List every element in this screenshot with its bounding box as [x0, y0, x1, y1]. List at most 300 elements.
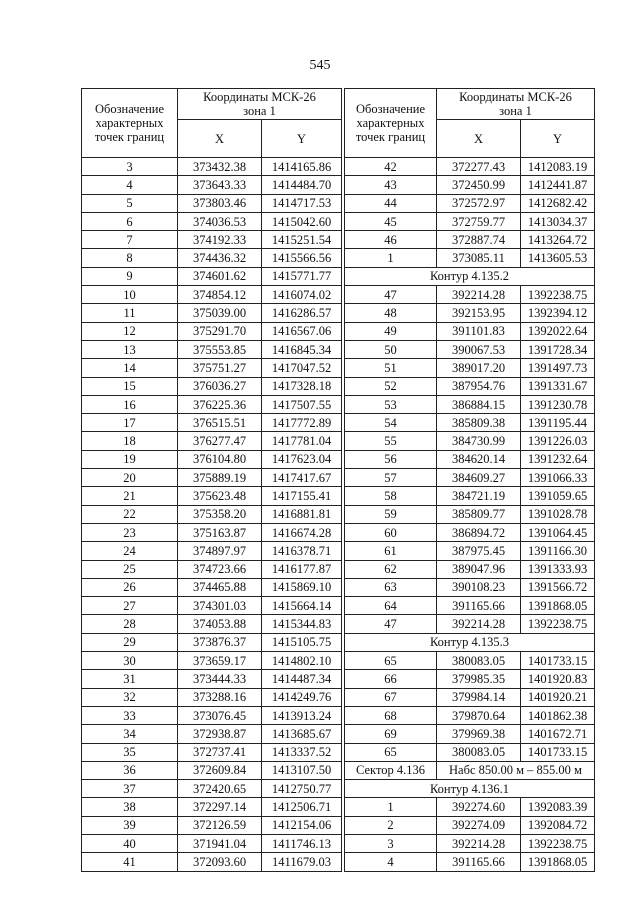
table-row [82, 505, 342, 523]
x-coordinate: 391165.66 [437, 853, 521, 871]
point-label: 55 [345, 432, 437, 450]
x-coordinate: 379985.35 [437, 670, 521, 688]
y-coordinate: 1401733.15 [521, 743, 595, 761]
point-label: 29 [82, 633, 178, 651]
header-y: Y [262, 120, 342, 158]
x-coordinate: 374053.88 [178, 615, 262, 633]
y-coordinate: 1414717.53 [262, 194, 342, 212]
table-row [345, 670, 595, 688]
y-coordinate: 1416567.06 [262, 322, 342, 340]
table-row [345, 469, 595, 487]
header-point-label: Обозначение характерных точек границ [345, 89, 437, 158]
y-coordinate: 1416074.02 [262, 286, 342, 304]
table-row [345, 395, 595, 413]
y-coordinate: 1391566.72 [521, 578, 595, 596]
point-label: 66 [345, 670, 437, 688]
x-coordinate: 372093.60 [178, 853, 262, 871]
x-coordinate: 386884.15 [437, 395, 521, 413]
x-coordinate: 373643.33 [178, 176, 262, 194]
y-coordinate: 1414487.34 [262, 670, 342, 688]
x-coordinate: 391101.83 [437, 322, 521, 340]
x-coordinate: 384721.19 [437, 487, 521, 505]
y-coordinate: 1391497.73 [521, 359, 595, 377]
point-label: 48 [345, 304, 437, 322]
x-coordinate: 392274.60 [437, 798, 521, 816]
y-coordinate: 1415566.56 [262, 249, 342, 267]
point-label: 30 [82, 652, 178, 670]
y-coordinate: 1391059.65 [521, 487, 595, 505]
y-coordinate: 1391226.03 [521, 432, 595, 450]
point-label: 63 [345, 578, 437, 596]
x-coordinate: 372450.99 [437, 176, 521, 194]
table-row [345, 505, 595, 523]
table-row [82, 578, 342, 596]
header-x: X [178, 120, 262, 158]
point-label: 26 [82, 578, 178, 596]
x-coordinate: 379984.14 [437, 688, 521, 706]
x-coordinate: 386894.72 [437, 523, 521, 541]
x-coordinate: 392214.28 [437, 834, 521, 852]
y-coordinate: 1413107.50 [262, 761, 342, 779]
table-row [82, 432, 342, 450]
table-row [82, 834, 342, 852]
table-row [82, 560, 342, 578]
contour-heading: Контур 4.135.2 [345, 267, 595, 285]
x-coordinate: 379969.38 [437, 725, 521, 743]
coordinates-table-right [344, 88, 595, 872]
point-label: 54 [345, 414, 437, 432]
table-row [82, 706, 342, 724]
table-row [345, 176, 595, 194]
y-coordinate: 1412750.77 [262, 780, 342, 798]
table-row [82, 725, 342, 743]
point-label: 38 [82, 798, 178, 816]
x-coordinate: 376036.27 [178, 377, 262, 395]
point-label: 22 [82, 505, 178, 523]
y-coordinate: 1413685.67 [262, 725, 342, 743]
table-row [82, 194, 342, 212]
table-row [345, 853, 595, 871]
y-coordinate: 1413034.37 [521, 212, 595, 230]
point-label: 50 [345, 340, 437, 358]
point-label: 46 [345, 231, 437, 249]
x-coordinate: 390067.53 [437, 340, 521, 358]
y-coordinate: 1392022.64 [521, 322, 595, 340]
point-label: 58 [345, 487, 437, 505]
point-label: 56 [345, 450, 437, 468]
x-coordinate: 387954.76 [437, 377, 521, 395]
y-coordinate: 1391064.45 [521, 523, 595, 541]
point-label: 10 [82, 286, 178, 304]
table-row [345, 706, 595, 724]
table-row [82, 542, 342, 560]
sector-row [345, 761, 595, 779]
y-coordinate: 1411746.13 [262, 834, 342, 852]
x-coordinate: 375623.48 [178, 487, 262, 505]
y-coordinate: 1391333.93 [521, 560, 595, 578]
x-coordinate: 375291.70 [178, 322, 262, 340]
x-coordinate: 384609.27 [437, 469, 521, 487]
table-row [345, 212, 595, 230]
x-coordinate: 374465.88 [178, 578, 262, 596]
y-coordinate: 1415664.14 [262, 597, 342, 615]
point-label: 59 [345, 505, 437, 523]
table-row [82, 487, 342, 505]
y-coordinate: 1412506.71 [262, 798, 342, 816]
point-label: 19 [82, 450, 178, 468]
y-coordinate: 1416286.57 [262, 304, 342, 322]
x-coordinate: 387975.45 [437, 542, 521, 560]
x-coordinate: 375751.27 [178, 359, 262, 377]
table-row [345, 597, 595, 615]
y-coordinate: 1412682.42 [521, 194, 595, 212]
table-row [82, 322, 342, 340]
table-row [82, 377, 342, 395]
x-coordinate: 385809.77 [437, 505, 521, 523]
point-label: 18 [82, 432, 178, 450]
x-coordinate: 389047.96 [437, 560, 521, 578]
point-label: 49 [345, 322, 437, 340]
y-coordinate: 1414484.70 [262, 176, 342, 194]
point-label: 5 [82, 194, 178, 212]
coordinates-table-left [81, 88, 342, 872]
x-coordinate: 372887.74 [437, 231, 521, 249]
point-label: 60 [345, 523, 437, 541]
point-label: 24 [82, 542, 178, 560]
y-coordinate: 1413913.24 [262, 706, 342, 724]
point-label: 13 [82, 340, 178, 358]
x-coordinate: 391165.66 [437, 597, 521, 615]
header-y: Y [521, 120, 595, 158]
y-coordinate: 1392238.75 [521, 615, 595, 633]
y-coordinate: 1415042.60 [262, 212, 342, 230]
x-coordinate: 392214.28 [437, 615, 521, 633]
y-coordinate: 1412441.87 [521, 176, 595, 194]
point-label: 4 [345, 853, 437, 871]
y-coordinate: 1391331.67 [521, 377, 595, 395]
y-coordinate: 1417623.04 [262, 450, 342, 468]
x-coordinate: 372737.41 [178, 743, 262, 761]
x-coordinate: 374854.12 [178, 286, 262, 304]
point-label: 45 [345, 212, 437, 230]
table-row [345, 523, 595, 541]
y-coordinate: 1416845.34 [262, 340, 342, 358]
table-row [345, 743, 595, 761]
table-row [345, 578, 595, 596]
y-coordinate: 1417047.52 [262, 359, 342, 377]
contour-heading-row [345, 780, 595, 798]
table-row [345, 231, 595, 249]
table-row [345, 249, 595, 267]
table-row [82, 743, 342, 761]
y-coordinate: 1401920.83 [521, 670, 595, 688]
point-label: 7 [82, 231, 178, 249]
y-coordinate: 1411679.03 [262, 853, 342, 871]
point-label: 64 [345, 597, 437, 615]
table-row [82, 176, 342, 194]
y-coordinate: 1413605.53 [521, 249, 595, 267]
point-label: 1 [345, 798, 437, 816]
table-row [82, 231, 342, 249]
x-coordinate: 374301.03 [178, 597, 262, 615]
table-row [82, 633, 342, 651]
header-coordinates: Координаты МСК-26 зона 1 [178, 89, 342, 120]
x-coordinate: 372572.97 [437, 194, 521, 212]
x-coordinate: 379870.64 [437, 706, 521, 724]
table-row [345, 359, 595, 377]
y-coordinate: 1415105.75 [262, 633, 342, 651]
point-label: 8 [82, 249, 178, 267]
table-row [82, 652, 342, 670]
x-coordinate: 376225.36 [178, 395, 262, 413]
y-coordinate: 1391166.30 [521, 542, 595, 560]
point-label: 52 [345, 377, 437, 395]
table-row [82, 780, 342, 798]
y-coordinate: 1415771.77 [262, 267, 342, 285]
point-label: 17 [82, 414, 178, 432]
point-label: 28 [82, 615, 178, 633]
point-label: 44 [345, 194, 437, 212]
table-row [345, 560, 595, 578]
table-row [82, 798, 342, 816]
y-coordinate: 1392394.12 [521, 304, 595, 322]
y-coordinate: 1401862.38 [521, 706, 595, 724]
table-row [82, 523, 342, 541]
y-coordinate: 1391868.05 [521, 853, 595, 871]
point-label: 25 [82, 560, 178, 578]
x-coordinate: 374601.62 [178, 267, 262, 285]
y-coordinate: 1417155.41 [262, 487, 342, 505]
table-row [82, 414, 342, 432]
table-row [345, 688, 595, 706]
point-label: 39 [82, 816, 178, 834]
y-coordinate: 1391868.05 [521, 597, 595, 615]
x-coordinate: 380083.05 [437, 652, 521, 670]
table-row [345, 450, 595, 468]
table-row [345, 798, 595, 816]
point-label: 21 [82, 487, 178, 505]
table-row [82, 304, 342, 322]
y-coordinate: 1416881.81 [262, 505, 342, 523]
point-label: 9 [82, 267, 178, 285]
x-coordinate: 375358.20 [178, 505, 262, 523]
table-row [82, 469, 342, 487]
header-point-label: Обозначение характерных точек границ [82, 89, 178, 158]
point-label: 1 [345, 249, 437, 267]
table-row [82, 615, 342, 633]
table-row [345, 304, 595, 322]
point-label: 15 [82, 377, 178, 395]
table-row [82, 688, 342, 706]
point-label: 65 [345, 743, 437, 761]
point-label: 47 [345, 286, 437, 304]
table-row [345, 322, 595, 340]
point-label: 23 [82, 523, 178, 541]
x-coordinate: 375889.19 [178, 469, 262, 487]
x-coordinate: 375163.87 [178, 523, 262, 541]
x-coordinate: 392214.28 [437, 286, 521, 304]
sector-elevation: Набс 850.00 м – 855.00 м [437, 761, 595, 779]
y-coordinate: 1415344.83 [262, 615, 342, 633]
x-coordinate: 392153.95 [437, 304, 521, 322]
table-row [345, 542, 595, 560]
x-coordinate: 375553.85 [178, 340, 262, 358]
y-coordinate: 1416674.28 [262, 523, 342, 541]
point-label: 20 [82, 469, 178, 487]
contour-heading-row [345, 633, 595, 651]
table-row [345, 377, 595, 395]
y-coordinate: 1414165.86 [262, 158, 342, 176]
table-row [345, 432, 595, 450]
y-coordinate: 1413264.72 [521, 231, 595, 249]
y-coordinate: 1401920.21 [521, 688, 595, 706]
point-label: 41 [82, 853, 178, 871]
table-row [345, 414, 595, 432]
point-label: 11 [82, 304, 178, 322]
x-coordinate: 385809.38 [437, 414, 521, 432]
point-label: 62 [345, 560, 437, 578]
point-label: 69 [345, 725, 437, 743]
point-label: 14 [82, 359, 178, 377]
y-coordinate: 1401733.15 [521, 652, 595, 670]
y-coordinate: 1417328.18 [262, 377, 342, 395]
table-row [345, 652, 595, 670]
y-coordinate: 1414802.10 [262, 652, 342, 670]
x-coordinate: 376277.47 [178, 432, 262, 450]
y-coordinate: 1392238.75 [521, 286, 595, 304]
left-table-body [82, 158, 342, 872]
x-coordinate: 373803.46 [178, 194, 262, 212]
point-label: 12 [82, 322, 178, 340]
table-row [82, 267, 342, 285]
y-coordinate: 1391728.34 [521, 340, 595, 358]
table-row [345, 725, 595, 743]
y-coordinate: 1413337.52 [262, 743, 342, 761]
point-label: 53 [345, 395, 437, 413]
table-row [345, 487, 595, 505]
table-row [345, 194, 595, 212]
point-label: 3 [345, 834, 437, 852]
y-coordinate: 1391028.78 [521, 505, 595, 523]
contour-heading: Контур 4.135.3 [345, 633, 595, 651]
x-coordinate: 373432.38 [178, 158, 262, 176]
table-row [345, 816, 595, 834]
x-coordinate: 374036.53 [178, 212, 262, 230]
point-label: 51 [345, 359, 437, 377]
table-row [345, 286, 595, 304]
table-row [82, 286, 342, 304]
point-label: 32 [82, 688, 178, 706]
point-label: 42 [345, 158, 437, 176]
x-coordinate: 374723.66 [178, 560, 262, 578]
x-coordinate: 390108.23 [437, 578, 521, 596]
y-coordinate: 1417781.04 [262, 432, 342, 450]
table-row [82, 597, 342, 615]
x-coordinate: 373288.16 [178, 688, 262, 706]
table-row [82, 816, 342, 834]
x-coordinate: 372759.77 [437, 212, 521, 230]
point-label: 4 [82, 176, 178, 194]
y-coordinate: 1391232.64 [521, 450, 595, 468]
y-coordinate: 1391066.33 [521, 469, 595, 487]
table-row [82, 212, 342, 230]
point-label: 36 [82, 761, 178, 779]
y-coordinate: 1414249.76 [262, 688, 342, 706]
point-label: 47 [345, 615, 437, 633]
y-coordinate: 1417507.55 [262, 395, 342, 413]
table-row [82, 853, 342, 871]
x-coordinate: 371941.04 [178, 834, 262, 852]
table-row [82, 395, 342, 413]
contour-heading-row [345, 267, 595, 285]
x-coordinate: 372420.65 [178, 780, 262, 798]
table-row [345, 615, 595, 633]
x-coordinate: 380083.05 [437, 743, 521, 761]
point-label: 16 [82, 395, 178, 413]
point-label: 67 [345, 688, 437, 706]
point-label: 31 [82, 670, 178, 688]
table-row [345, 340, 595, 358]
y-coordinate: 1416177.87 [262, 560, 342, 578]
y-coordinate: 1417417.67 [262, 469, 342, 487]
y-coordinate: 1415869.10 [262, 578, 342, 596]
point-label: 34 [82, 725, 178, 743]
point-label: 65 [345, 652, 437, 670]
y-coordinate: 1391195.44 [521, 414, 595, 432]
y-coordinate: 1392083.39 [521, 798, 595, 816]
right-table-body [345, 158, 595, 872]
x-coordinate: 374436.32 [178, 249, 262, 267]
y-coordinate: 1417772.89 [262, 414, 342, 432]
point-label: 61 [345, 542, 437, 560]
y-coordinate: 1415251.54 [262, 231, 342, 249]
y-coordinate: 1412083.19 [521, 158, 595, 176]
x-coordinate: 384730.99 [437, 432, 521, 450]
x-coordinate: 375039.00 [178, 304, 262, 322]
table-row [82, 340, 342, 358]
point-label: 40 [82, 834, 178, 852]
x-coordinate: 372126.59 [178, 816, 262, 834]
point-label: 68 [345, 706, 437, 724]
x-coordinate: 374897.97 [178, 542, 262, 560]
point-label: 6 [82, 212, 178, 230]
page-number: 545 [309, 58, 331, 73]
x-coordinate: 376104.80 [178, 450, 262, 468]
x-coordinate: 392274.09 [437, 816, 521, 834]
x-coordinate: 373085.11 [437, 249, 521, 267]
x-coordinate: 373876.37 [178, 633, 262, 651]
x-coordinate: 372609.84 [178, 761, 262, 779]
point-label: 37 [82, 780, 178, 798]
x-coordinate: 372938.87 [178, 725, 262, 743]
x-coordinate: 376515.51 [178, 414, 262, 432]
header-x: X [437, 120, 521, 158]
y-coordinate: 1412154.06 [262, 816, 342, 834]
y-coordinate: 1392084.72 [521, 816, 595, 834]
point-label: 2 [345, 816, 437, 834]
point-label: 33 [82, 706, 178, 724]
point-label: 27 [82, 597, 178, 615]
point-label: 43 [345, 176, 437, 194]
x-coordinate: 373444.33 [178, 670, 262, 688]
x-coordinate: 374192.33 [178, 231, 262, 249]
table-row [82, 359, 342, 377]
table-row [82, 761, 342, 779]
x-coordinate: 372277.43 [437, 158, 521, 176]
header-coordinates: Координаты МСК-26 зона 1 [437, 89, 595, 120]
y-coordinate: 1392238.75 [521, 834, 595, 852]
x-coordinate: 373076.45 [178, 706, 262, 724]
